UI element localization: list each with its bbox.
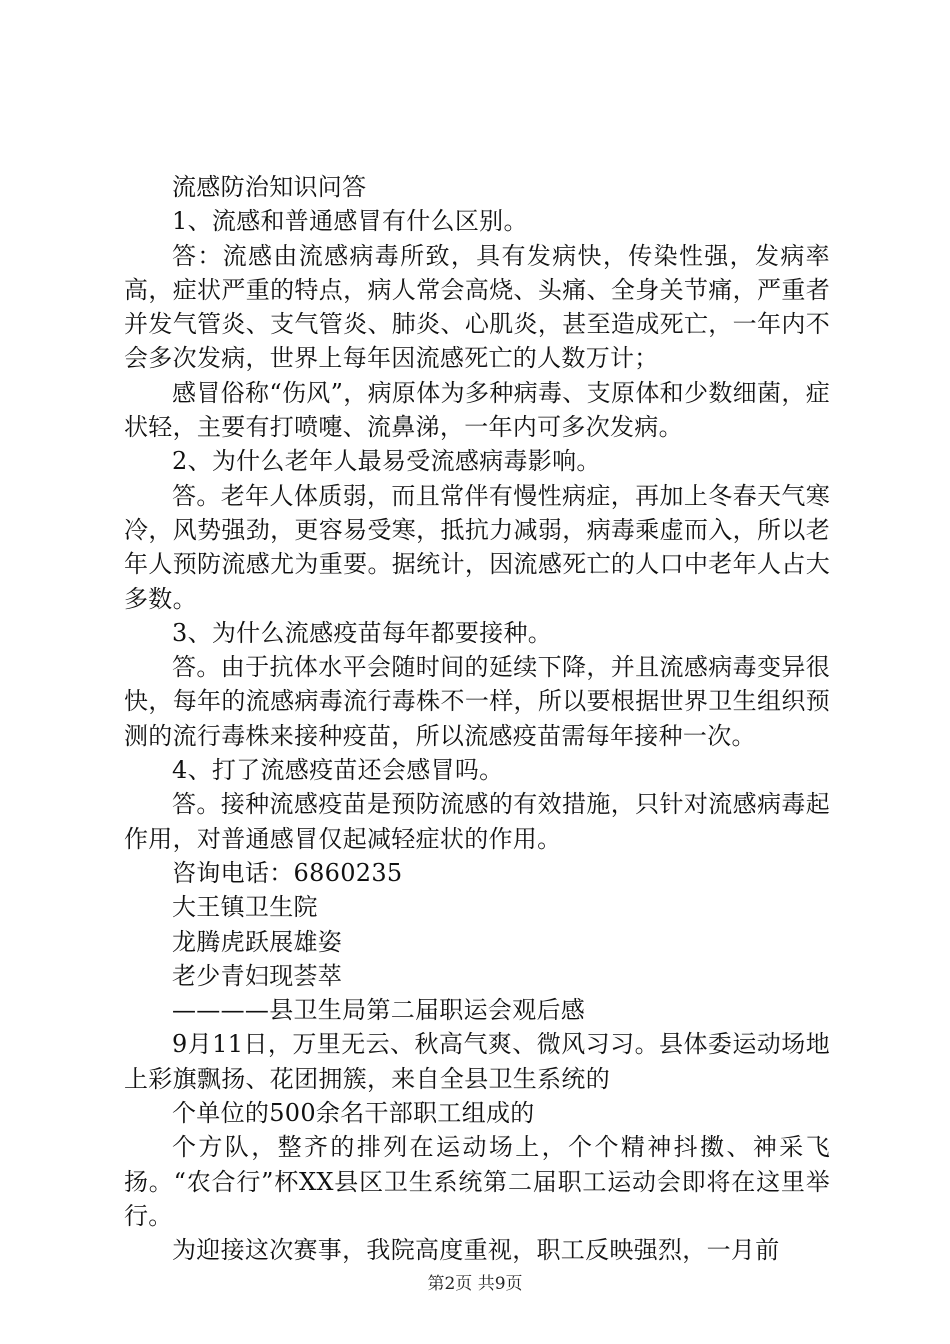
- question-1: 1、流感和普通感冒有什么区别。: [172, 207, 528, 236]
- answer-4: 答。接种流感疫苗是预防流感的有效措施，只针对流感病毒起作用，对普通感冒仅起减轻症状的作用。: [124, 790, 830, 853]
- body-paragraph: 为迎接这次赛事，我院高度重视，职工反映强烈，一月前: [172, 1236, 780, 1265]
- section-heading-line-2: 老少青妇现荟萃: [172, 961, 343, 990]
- organization-name: 大王镇卫生院: [172, 893, 318, 922]
- section-subtitle: ————县卫生局第二届职运会观后感: [172, 996, 586, 1025]
- answer-1-cold: 感冒俗称“伤风”，病原体为多种病毒、支原体和少数细菌，症状轻，主要有打喷嚏、流鼻涕，一年内可多次发病。: [124, 378, 830, 442]
- section-heading-line-1: 龙腾虎跃展雄姿: [172, 927, 343, 956]
- question-2: 2、为什么老年人最易受流感病毒影响。: [172, 447, 601, 476]
- doc-title: 流感防治知识问答: [172, 173, 367, 201]
- contact-phone: 咨询电话：6860235: [172, 858, 403, 887]
- answer-3: 答。由于抗体水平会随时间的延续下降，并且流感病毒变异很快，每年的流感病毒流行毒株不一样，所以要根据世界卫生组织预测的流行毒株来接种疫苗，所以流感疫苗需每年接种一次。: [124, 653, 830, 750]
- body-paragraph: 9月11日，万里无云、秋高气爽、微风习习。县体委运动场地上彩旗飘扬、花团拥簇，来自全县卫生系统的: [124, 1030, 830, 1093]
- body-paragraph: 个单位的500余名干部职工组成的: [172, 1099, 535, 1128]
- question-4: 4、打了流感疫苗还会感冒吗。: [172, 756, 504, 785]
- body-paragraph: 个方队，整齐的排列在运动场上，个个精神抖擞、神采飞扬。“农合行”杯XX县区卫生系统第二届职工运动会即将在这里举行。: [124, 1133, 830, 1230]
- question-3: 3、为什么流感疫苗每年都要接种。: [172, 618, 553, 647]
- answer-2: 答。老年人体质弱，而且常伴有慢性病症，再加上冬春天气寒冷，风势强劲，更容易受寒，抵抗力减弱，病毒乘虚而入，所以老年人预防流感尤为重要。据统计，因流感死亡的人口中老年人占大多数。: [124, 481, 830, 613]
- document-body: [124, 170, 830, 1268]
- page-number-footer: 第2页 共9页: [427, 1274, 523, 1294]
- answer-1: 答：流感由流感病毒所致，具有发病快，传染性强，发病率高，症状严重的特点，病人常会高烧、头痛、全身关节痛，严重者并发气管炎、支气管炎、肺炎、心肌炎，甚至造成死亡，一年内不会多次发病，世界上每年因流感死亡的人数万计；: [124, 241, 830, 373]
